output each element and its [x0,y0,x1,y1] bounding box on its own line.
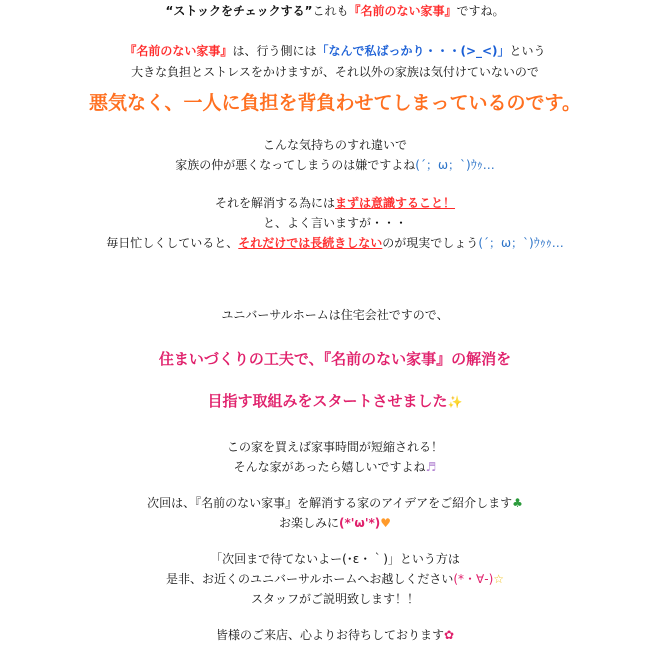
para6-line2a: お楽しみに [278,516,339,530]
para2-text: 家族の仲が悪くなってしまうのは嫌ですよね [175,158,416,172]
para3-c: のが現実でしょう [382,236,479,250]
para3-kaomoji: (´；ω；`)ｳｩｩ… [478,236,564,250]
para5-text: そんな家があったら嬉しいですよね [233,460,426,474]
closing-text: 皆様のご来店、心よりお待ちしております [215,628,444,642]
para1-b: という [509,44,546,58]
intro-end: ですね。 [456,4,505,18]
para5-line1: この家を買えば家事時間が短縮される！ [226,440,443,454]
para5-line2 [0,460,670,474]
para3-line2: と、よく言いますが・・・ [262,216,407,230]
pink-line2 [0,392,670,410]
para7-line2a: 是非、お近くのユニバーサルホームへお越しください [165,572,454,586]
intro-quote: “ストックをチェックする” [165,4,313,18]
para7-line1: 「次回まで待てないよー(･ε・｀)」という方は [210,552,460,566]
para1-line2: 大きな負担とストレスをかけますが、それ以外の家族は気付けていないので [131,65,539,79]
para7-kaomoji: (*・∀-) [453,572,494,586]
para3-line1 [0,196,670,210]
para1-quote: 「なんで私ばっかり・・・(>_<)」 [316,44,510,58]
music-note-icon: ♬ [425,460,437,474]
para7-line2 [0,572,670,586]
para3-line3 [0,236,670,250]
para6-kaomoji: (*'ω'*) [338,516,381,530]
para2-line2 [0,158,670,172]
intro-line [0,4,670,18]
para1-line1 [0,44,670,58]
para7-line3: スタッフがご説明致します！！ [250,592,419,606]
headline: 悪気なく、一人に負担を背負わせてしまっているのです。 [88,92,582,114]
para3-emph2: それだけでは長続きしない [238,236,383,250]
star-icon: ☆ [493,572,505,586]
intro-mid: これも [312,4,349,18]
closing-line [0,628,670,642]
para3-a: それを解消する為には [214,196,335,210]
pink-line2-text: 目指す取組みをスタートさせました [207,392,448,410]
para6-line2 [0,516,670,530]
para6-line1 [0,496,670,510]
sparkle-icon: ✨ [447,395,463,409]
clover-icon: ♣ [512,496,523,510]
para2-kaomoji: (´；ω；`)ｳｩ… [415,158,495,172]
para6-text: 次回は、『名前のない家事』を解消する家のアイデアをご紹介します [147,496,513,510]
intro-term: 『名前のない家事』 [348,4,457,18]
para3-b: 毎日忙しくしていると、 [106,236,239,250]
heart-icon: ♥ [380,516,392,530]
pink-line1: 住まいづくりの工夫で、『名前のない家事』の解消を [158,350,512,368]
para4-line1: ユニバーサルホームは住宅会社ですので、 [221,308,449,322]
para3-emph: まずは意識すること！ [335,196,456,210]
flower-icon: ✿ [443,628,455,642]
para2-line1: こんな気持ちのすれ違いで [262,138,407,152]
para1-a: は、行う側には [232,44,317,58]
para1-term: 『名前のない家事』 [124,44,233,58]
